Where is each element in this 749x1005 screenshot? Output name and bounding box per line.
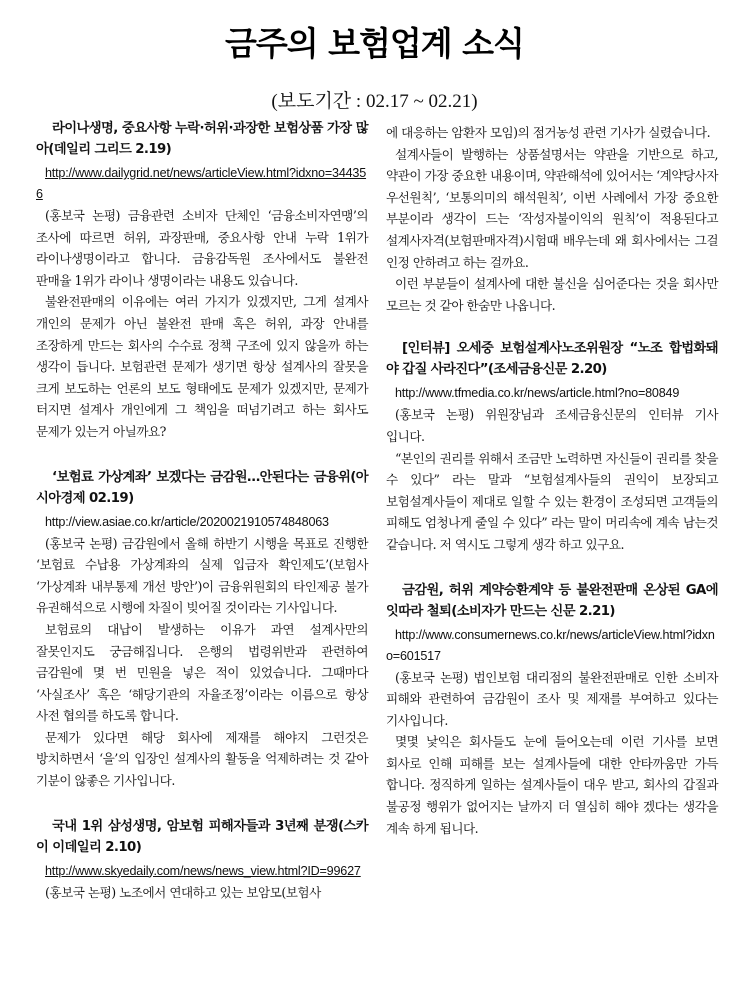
right-column (386, 122, 718, 855)
article-paragraph: 보험료의 대납이 발생하는 이유가 과연 설계사만의 잘못인지도 궁금해집니다. 은행의 법령위반과 관련하여 금감원에 몇 번 민원을 넣은 적이 있었습니다. 그때마다 ‘사실조사’ 혹은 ‘해당기관의 자율조정’이라는 이름으로 항상 사전 협의를 하도록 합니다. (36, 621, 368, 724)
page-title: 금주의 보험업계 소식 (225, 24, 524, 63)
article-paragraph: 문제가 있다면 해당 회사에 제재를 해야지 그런것은 방치하면서 ‘을’의 입장인 설계사의 활동을 억제하려는 것 같아 기분이 않좋은 기사입니다. (36, 729, 368, 789)
article-paragraph: (홍보국 논평) 위원장님과 조세금융신문의 인터뷰 기사 입니다. (386, 407, 718, 444)
article-headline: 라이나생명, 중요사항 누락·허위·과장한 보험상품 가장 많아(데일리 그리드 2.19) (36, 121, 368, 157)
article-paragraph: 불완전판매의 이유에는 여러 가지가 있겠지만, 그게 설계사 개인의 문제가 아닌 불완전 판매 혹은 허위, 과장 안내를 조장하게 만드는 회사의 수수료 정책 구조에 있지 않을까 하는 생각이 듭니다. 보험관련 문제가 생기면 항상 설계사의 잘못을 크게 보도하는 언론의 보도 형태에도 문제가 있겠지만, 문제가 터지면 설계사 개인에게 그 책임을 떠넘기려고 하는 회사도 문제가 있는거 아닐까요? (36, 294, 368, 439)
left-column (36, 118, 368, 919)
article-headline: 국내 1위 삼성생명, 암보험 피해자들과 3년째 분쟁(스카이 이데일리 2.10) (36, 818, 368, 855)
article-interview (386, 338, 718, 555)
article-paragraph: 이런 부분들이 설계사에 대한 불신을 심어준다는 것을 회사만 모르는 것 같아 한숨만 나옵니다. (386, 276, 718, 313)
reporting-period: (보도기간 : 02.17 ~ 02.21) (271, 91, 478, 112)
article-paragraph: (홍보국 논평) 노조에서 연대하고 있는 보암모(보험사 (45, 884, 321, 900)
article-virtual-account (36, 467, 368, 792)
article-link[interactable]: http://www.tfmedia.co.kr/news/article.html?no=80849 (395, 386, 680, 401)
article-link[interactable]: http://www.consumernews.co.kr/news/articleView.html?idxno=601517 (386, 627, 715, 663)
article-headline: ‘보험료 가상계좌’ 보겠다는 금감원…안된다는 금융위(아시아경제 02.19) (36, 469, 368, 506)
article-paragraph: 에 대응하는 암환자 모임)의 점거농성 관련 기사가 실렸습니다. (386, 125, 711, 140)
article-samsung (36, 816, 368, 904)
article-paragraph: 몇몇 낯익은 회사들도 눈에 들어오는데 이런 기사를 보면 회사로 인해 피해를 보는 설계사들에 대한 안타까움만 가득 합니다. 정직하게 일하는 설계사들이 대우 받고, 회사의 갑질과 불공정 행위가 없어지는 날까지 더 열심히 해야 겠다는 생각을 계속 하게 됩니다. (386, 734, 718, 836)
article-paragraph: (홍보국 논평) 금융관련 소비자 단체인 ‘금융소비자연맹’의 조사에 따르면 허위, 과장판매, 중요사항 안내 누락 1위가 라이나생명이라고 합니다. 금융감독원 조사에서도 불완전 판매율 1위가 라이나 생명이라는 내용도 있습니다. (36, 208, 368, 288)
article-headline: 금감원, 허위 계약승환계약 등 불완전판매 온상된 GA에 잇따라 철퇴(소비자가 만드는 신문 2.21) (386, 582, 718, 619)
article-link[interactable]: http://view.asiae.co.kr/article/2020021910574848063 (45, 514, 329, 529)
article-link[interactable]: http://www.skyedaily.com/news/news_view.html?ID=99627 (45, 863, 361, 878)
article-paragraph: (홍보국 논평) 금감원에서 올해 하반기 시행을 목표로 진행한 ‘보험료 수납용 가상계좌의 실제 입금자 확인제도’(보험사 ‘가상계좌 내부통제 개선 방안’)이 금융위원회의 타인제공 불가 유권해석으로 시행에 차질이 빚어질 것이라는 기사입니다. (36, 535, 368, 616)
article-lina (36, 118, 368, 443)
article-ga-sanctions (386, 580, 718, 840)
article-paragraph: (홍보국 논평) 법인보험 대리점의 불완전판매로 인한 소비자 피해와 관련하여 금감원이 조사 및 제재를 부여하고 있다는 기사입니다. (386, 669, 718, 728)
article-paragraph: 설계사들이 발행하는 상품설명서는 약관을 기반으로 하고, 약관이 가장 중요한 내용이며, 약관해석에 있어서는 ‘계약당사자 우선원칙’, ‘보통의미의 해석원칙’, 이번 사례에서 가장 중요한 부분이라 생각이 드는 ‘작성자불이익의 원칙’이 적용된다고 설계사자격(보험판매자격)시험때 배우는데 왜 회사에서는 그걸 인정 안하려고 하는 걸까요. (386, 146, 718, 270)
article-link[interactable]: http://www.dailygrid.net/news/articleView.html?idxno=344356 (36, 166, 367, 201)
article-paragraph: “본인의 권리를 위해서 조금만 노력하면 자신들이 권리를 찾을 수 있다” 라는 말과 “보험설계사들의 권익이 보장되고 보험설계사들이 제대로 일할 수 있는 환경이 조성되면 고객들의 피해도 엄청나게 줄일 수 있다” 라는 말이 머리속에 계속 남는것 같습니다. 저 역시도 그렇게 생각 하고 있구요. (386, 450, 718, 552)
article-headline: [인터뷰] 오세중 보험설계사노조위원장 “노조 합법화돼야 갑질 사라진다”(조세금융신문 2.20) (386, 341, 718, 378)
article-samsung-continued (386, 122, 718, 316)
